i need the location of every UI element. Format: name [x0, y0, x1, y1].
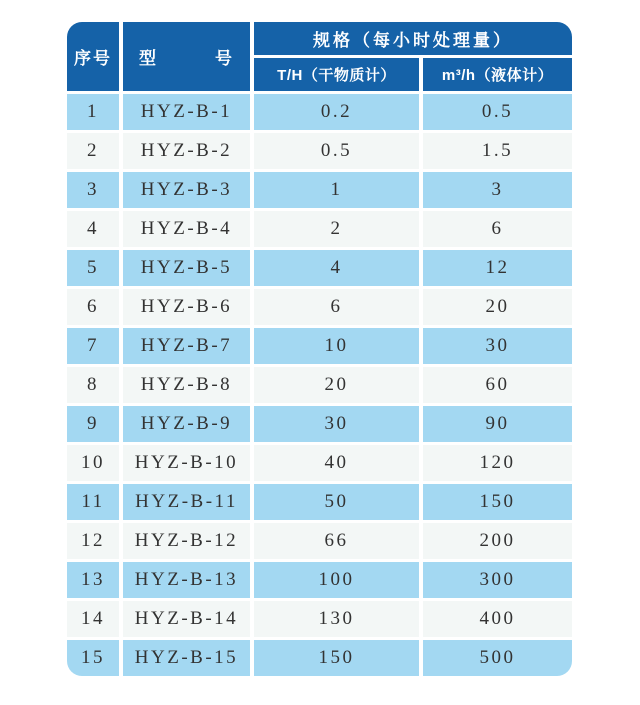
cell-seq: 12	[67, 523, 119, 559]
cell-liquid: 200	[423, 523, 572, 559]
cell-dry: 0.5	[254, 133, 419, 169]
cell-dry: 150	[254, 640, 419, 676]
cell-seq: 2	[67, 133, 119, 169]
cell-model: HYZ-B-9	[123, 406, 250, 442]
cell-liquid: 12	[423, 250, 572, 286]
cell-dry: 130	[254, 601, 419, 637]
cell-model: HYZ-B-5	[123, 250, 250, 286]
cell-model: HYZ-B-7	[123, 328, 250, 364]
cell-dry: 66	[254, 523, 419, 559]
cell-liquid: 20	[423, 289, 572, 325]
cell-model: HYZ-B-10	[123, 445, 250, 481]
table-row	[67, 250, 572, 286]
header-cell-seq: 序号	[67, 22, 119, 91]
cell-seq: 8	[67, 367, 119, 403]
cell-seq: 13	[67, 562, 119, 598]
cell-model: HYZ-B-15	[123, 640, 250, 676]
cell-model: HYZ-B-12	[123, 523, 250, 559]
table-row	[67, 94, 572, 130]
cell-liquid: 150	[423, 484, 572, 520]
cell-model: HYZ-B-6	[123, 289, 250, 325]
header-cell-dry: T/H（干物质计）	[254, 58, 419, 91]
cell-liquid: 120	[423, 445, 572, 481]
cell-seq: 4	[67, 211, 119, 247]
cell-seq: 5	[67, 250, 119, 286]
cell-dry: 0.2	[254, 94, 419, 130]
table-row	[67, 445, 572, 481]
cell-model: HYZ-B-11	[123, 484, 250, 520]
table-header	[67, 22, 572, 91]
cell-model: HYZ-B-4	[123, 211, 250, 247]
cell-dry: 100	[254, 562, 419, 598]
table-row	[67, 211, 572, 247]
cell-seq: 14	[67, 601, 119, 637]
cell-model: HYZ-B-14	[123, 601, 250, 637]
cell-liquid: 0.5	[423, 94, 572, 130]
table-row	[67, 133, 572, 169]
cell-seq: 7	[67, 328, 119, 364]
header-cell-liquid: m³/h（液体计）	[423, 58, 572, 91]
cell-seq: 6	[67, 289, 119, 325]
cell-model: HYZ-B-2	[123, 133, 250, 169]
cell-liquid: 300	[423, 562, 572, 598]
cell-dry: 6	[254, 289, 419, 325]
spec-table	[63, 19, 576, 679]
cell-dry: 20	[254, 367, 419, 403]
header-cell-spec-group: 规格（每小时处理量）	[254, 22, 572, 55]
table-row	[67, 172, 572, 208]
table-row	[67, 328, 572, 364]
cell-liquid: 90	[423, 406, 572, 442]
header-cell-model: 型 号	[123, 22, 250, 91]
table-row	[67, 523, 572, 559]
cell-liquid: 1.5	[423, 133, 572, 169]
cell-dry: 1	[254, 172, 419, 208]
cell-dry: 40	[254, 445, 419, 481]
cell-dry: 50	[254, 484, 419, 520]
cell-model: HYZ-B-13	[123, 562, 250, 598]
cell-liquid: 400	[423, 601, 572, 637]
spec-table-wrapper	[63, 19, 576, 679]
cell-liquid: 6	[423, 211, 572, 247]
cell-seq: 1	[67, 94, 119, 130]
cell-seq: 9	[67, 406, 119, 442]
cell-dry: 30	[254, 406, 419, 442]
cell-liquid: 60	[423, 367, 572, 403]
table-row	[67, 289, 572, 325]
cell-model: HYZ-B-8	[123, 367, 250, 403]
table-row	[67, 406, 572, 442]
cell-model: HYZ-B-3	[123, 172, 250, 208]
cell-seq: 11	[67, 484, 119, 520]
cell-model: HYZ-B-1	[123, 94, 250, 130]
table-row	[67, 367, 572, 403]
cell-dry: 10	[254, 328, 419, 364]
table-row	[67, 640, 572, 676]
cell-seq: 10	[67, 445, 119, 481]
cell-dry: 2	[254, 211, 419, 247]
table-row	[67, 484, 572, 520]
table-row	[67, 601, 572, 637]
cell-seq: 15	[67, 640, 119, 676]
cell-liquid: 3	[423, 172, 572, 208]
header-row-group	[67, 22, 572, 55]
table-row	[67, 562, 572, 598]
table-body	[67, 94, 572, 676]
cell-seq: 3	[67, 172, 119, 208]
cell-liquid: 500	[423, 640, 572, 676]
cell-liquid: 30	[423, 328, 572, 364]
cell-dry: 4	[254, 250, 419, 286]
